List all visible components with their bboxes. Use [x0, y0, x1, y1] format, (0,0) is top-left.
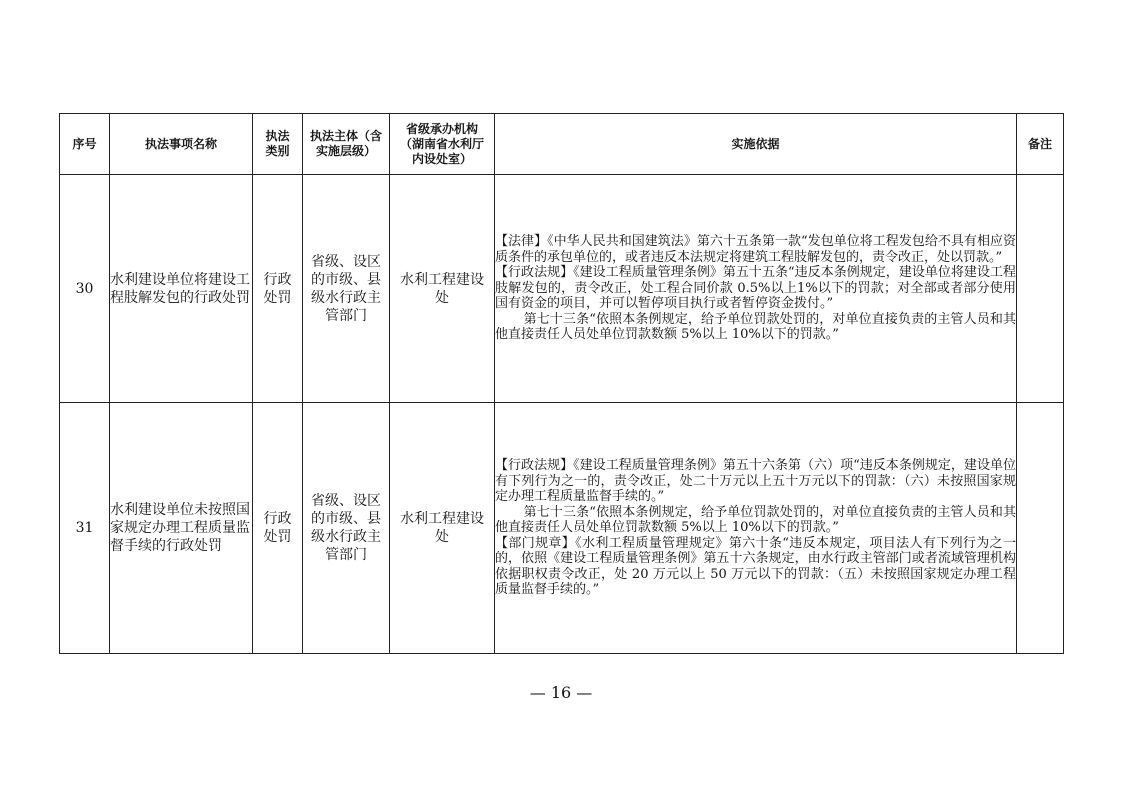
header-seq: 序号 [60, 114, 110, 175]
basis-paragraph: 【行政法规】《建设工程质量管理条例》第五十六条第（六）项“违反本条例规定，建设单位有下列行为之一的，责令改正，处二十万元以上五十万元以下的罚款：（六）未按照国家规定办理工程质量监督手续的。” [495, 458, 1016, 505]
header-category-text: 执法类别 [265, 129, 290, 158]
row-subject [303, 403, 390, 654]
row-agency [390, 175, 495, 403]
row-remark [1017, 403, 1064, 654]
row-subject-text: 省级、设区的市级、县级水行政主管部门 [311, 253, 381, 324]
table-row [60, 175, 1064, 403]
header-remark: 备注 [1017, 114, 1064, 175]
enforcement-table [59, 113, 1064, 654]
header-name: 执法事项名称 [110, 114, 253, 175]
row-seq: 31 [60, 403, 110, 654]
basis-paragraph: 【法律】《中华人民共和国建筑法》第六十五条第一款“发包单位将工程发包给不具有相应资质条件的承包单位的，或者违反本法规定将建筑工程肢解发包的，责令改正，处以罚款。” [495, 234, 1016, 265]
basis-paragraph: 【部门规章】《水利工程质量管理规定》第六十条“违反本规定，项目法人有下列行为之一的，依照《建设工程质量管理条例》第五十六条规定，由水行政主管部门或者流域管理机构依据职权责令改正，处 20 万元以上 50 万元以下的罚款：（五）未按照国家规定办理工程质量监督手续的。” [495, 535, 1016, 598]
row-category [253, 175, 303, 403]
basis-paragraph: 【行政法规】《建设工程质量管理条例》第五十五条“违反本条例规定，建设单位将建设工程肢解发包的，责令改正，处工程合同价款 0.5%以上1%以下的罚款；对全部或者部分使用国有资金的项目，并可以暂停项目执行或者暂停资金拨付。” [495, 265, 1016, 312]
header-category [253, 114, 303, 175]
row-subject-text: 省级、设区的市级、县级水行政主管部门 [311, 493, 381, 563]
header-subject-text: 执法主体（含实施层级） [310, 129, 383, 158]
header-subject [303, 114, 390, 175]
row-agency-text: 水利工程建设处 [400, 271, 484, 306]
page-number: — 16 — [529, 683, 593, 702]
header-agency [390, 114, 495, 175]
table-header-row [60, 114, 1064, 175]
row-remark [1017, 175, 1064, 403]
basis-paragraph: 第七十三条“依照本条例规定，给予单位罚款处罚的，对单位直接负责的主管人员和其他直接责任人员处单位罚款数额 5%以上 10%以下的罚款。” [495, 311, 1016, 343]
row-subject [303, 175, 390, 403]
table-row [60, 403, 1064, 654]
row-category-text: 行政处罚 [263, 511, 292, 545]
row-basis [495, 403, 1017, 654]
header-agency-text: 省级承办机构（湖南省水利厅内设处室） [399, 121, 484, 166]
row-name: 水利建设单位未按照国家规定办理工程质量监督手续的行政处罚 [110, 403, 253, 654]
row-category-text: 行政处罚 [263, 271, 292, 306]
header-basis: 实施依据 [495, 114, 1017, 175]
row-seq: 30 [60, 175, 110, 403]
row-basis [495, 175, 1017, 403]
basis-paragraph: 第七十三条“依照本条例规定，给予单位罚款处罚的，对单位直接负责的主管人员和其他直接责任人员处单位罚款数额 5%以上 10%以下的罚款。” [495, 504, 1016, 536]
row-agency-text: 水利工程建设处 [400, 511, 484, 545]
row-agency [390, 403, 495, 654]
row-category [253, 403, 303, 654]
row-name: 水利建设单位将建设工程肢解发包的行政处罚 [110, 175, 253, 403]
